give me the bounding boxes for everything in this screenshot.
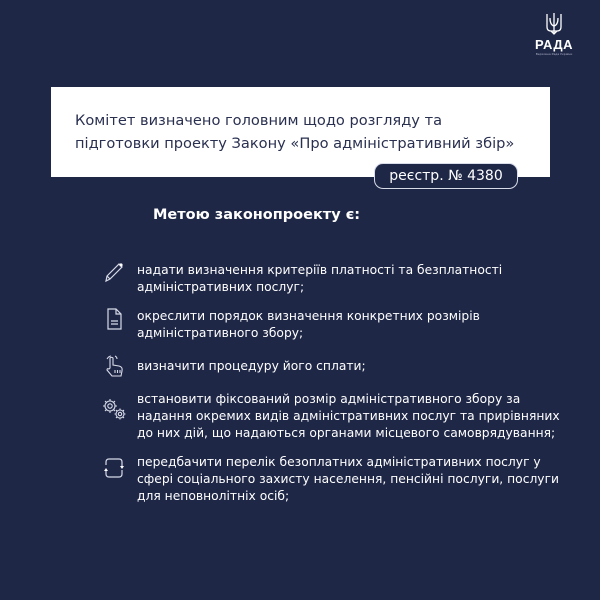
goal-item: надати визначення критеріїв платності та безплатності адміністративних послуг;	[137, 263, 503, 294]
goal-item: окреслити порядок визначення конкретних розмірів адміністративного збору;	[137, 309, 480, 340]
goal-item: визначити процедуру його сплати;	[137, 359, 366, 373]
trident-icon	[545, 12, 563, 36]
goal-item: передбачити перелік безоплатних адміністративних послуг у сфері соціального захисту населення, пенсійні послуги, послуги для неповнолітніх осіб;	[137, 455, 560, 503]
logo-subtitle: Верховна Рада України	[535, 52, 573, 56]
document-icon	[101, 306, 127, 332]
logo-word: РАДА	[534, 37, 574, 52]
cycle-icon	[101, 455, 127, 481]
intro-line-1: Комітет визначено головним щодо розгляду та	[75, 112, 443, 129]
registry-badge: реєстр. № 4380	[374, 163, 518, 189]
intro-line-2: підготовки проекту Закону «Про адміністративний збір»	[75, 135, 515, 152]
goals-title: Метою законопроекту є:	[153, 207, 361, 223]
gears-icon	[101, 397, 127, 423]
pencil-icon	[101, 260, 127, 286]
rada-logo	[532, 12, 576, 72]
hand-pointer-icon	[101, 354, 127, 380]
goal-item: встановити фіксований розмір адміністративного збору за надання окремих видів адміністративних послуг та прирівняних до них дій, що надаються органами місцевого самоврядування;	[137, 392, 560, 440]
intro-text	[75, 109, 545, 155]
